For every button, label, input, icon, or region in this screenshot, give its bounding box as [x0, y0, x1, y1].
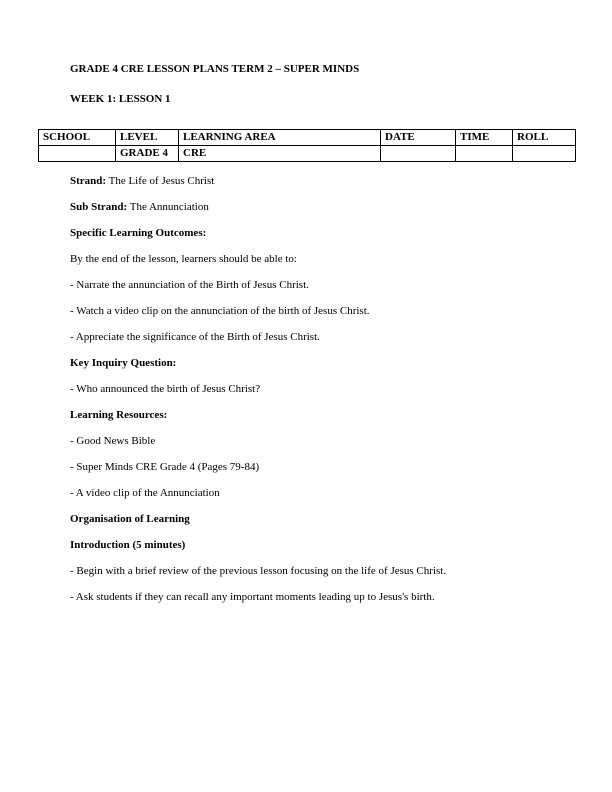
introduction-item-1: - Begin with a brief review of the previous lesson focusing on the life of Jesus Christ.	[70, 565, 447, 577]
outcomes-heading: Specific Learning Outcomes:	[70, 227, 207, 239]
organisation-heading: Organisation of Learning	[70, 513, 190, 525]
resource-item-1: - Good News Bible	[70, 435, 156, 447]
strand-label: Strand:	[70, 175, 107, 187]
header-roll: ROLL	[513, 130, 576, 146]
outcomes-intro: By the end of the lesson, learners should be able to:	[70, 253, 297, 265]
resources-heading: Learning Resources:	[70, 409, 168, 421]
resource-item-2: - Super Minds CRE Grade 4 (Pages 79-84)	[70, 461, 260, 473]
document-title: GRADE 4 CRE LESSON PLANS TERM 2 – SUPER MINDS	[70, 63, 360, 75]
cell-level: GRADE 4	[116, 146, 179, 162]
cell-school	[39, 146, 116, 162]
header-level: LEVEL	[116, 130, 179, 146]
header-time: TIME	[456, 130, 513, 146]
outcome-item-2: - Watch a video clip on the annunciation of the birth of Jesus Christ.	[70, 305, 370, 317]
sub-strand-line	[70, 201, 575, 214]
outcome-item-3: - Appreciate the significance of the Birth of Jesus Christ.	[70, 331, 320, 343]
strand-text: The Life of Jesus Christ	[106, 175, 215, 187]
info-table-header-row	[39, 130, 576, 146]
cell-roll	[513, 146, 576, 162]
introduction-item-2: - Ask students if they can recall any important moments leading up to Jesus's birth.	[70, 591, 435, 603]
header-school: SCHOOL	[39, 130, 116, 146]
strand-line	[70, 175, 575, 188]
introduction-heading: Introduction (5 minutes)	[70, 539, 186, 551]
header-learning-area: LEARNING AREA	[179, 130, 381, 146]
sub-strand-label: Sub Strand:	[70, 201, 128, 213]
cell-date	[381, 146, 456, 162]
week-lesson-heading: WEEK 1: LESSON 1	[70, 93, 171, 105]
cell-time	[456, 146, 513, 162]
outcome-item-1: - Narrate the annunciation of the Birth of Jesus Christ.	[70, 279, 309, 291]
sub-strand-text: The Annunciation	[127, 201, 209, 213]
key-inquiry-heading: Key Inquiry Question:	[70, 357, 177, 369]
lesson-info-table	[38, 129, 576, 162]
cell-learning-area: CRE	[179, 146, 381, 162]
header-date: DATE	[381, 130, 456, 146]
key-inquiry-question: - Who announced the birth of Jesus Christ?	[70, 383, 261, 395]
resource-item-3: - A video clip of the Annunciation	[70, 487, 220, 499]
info-table-value-row	[39, 146, 576, 162]
